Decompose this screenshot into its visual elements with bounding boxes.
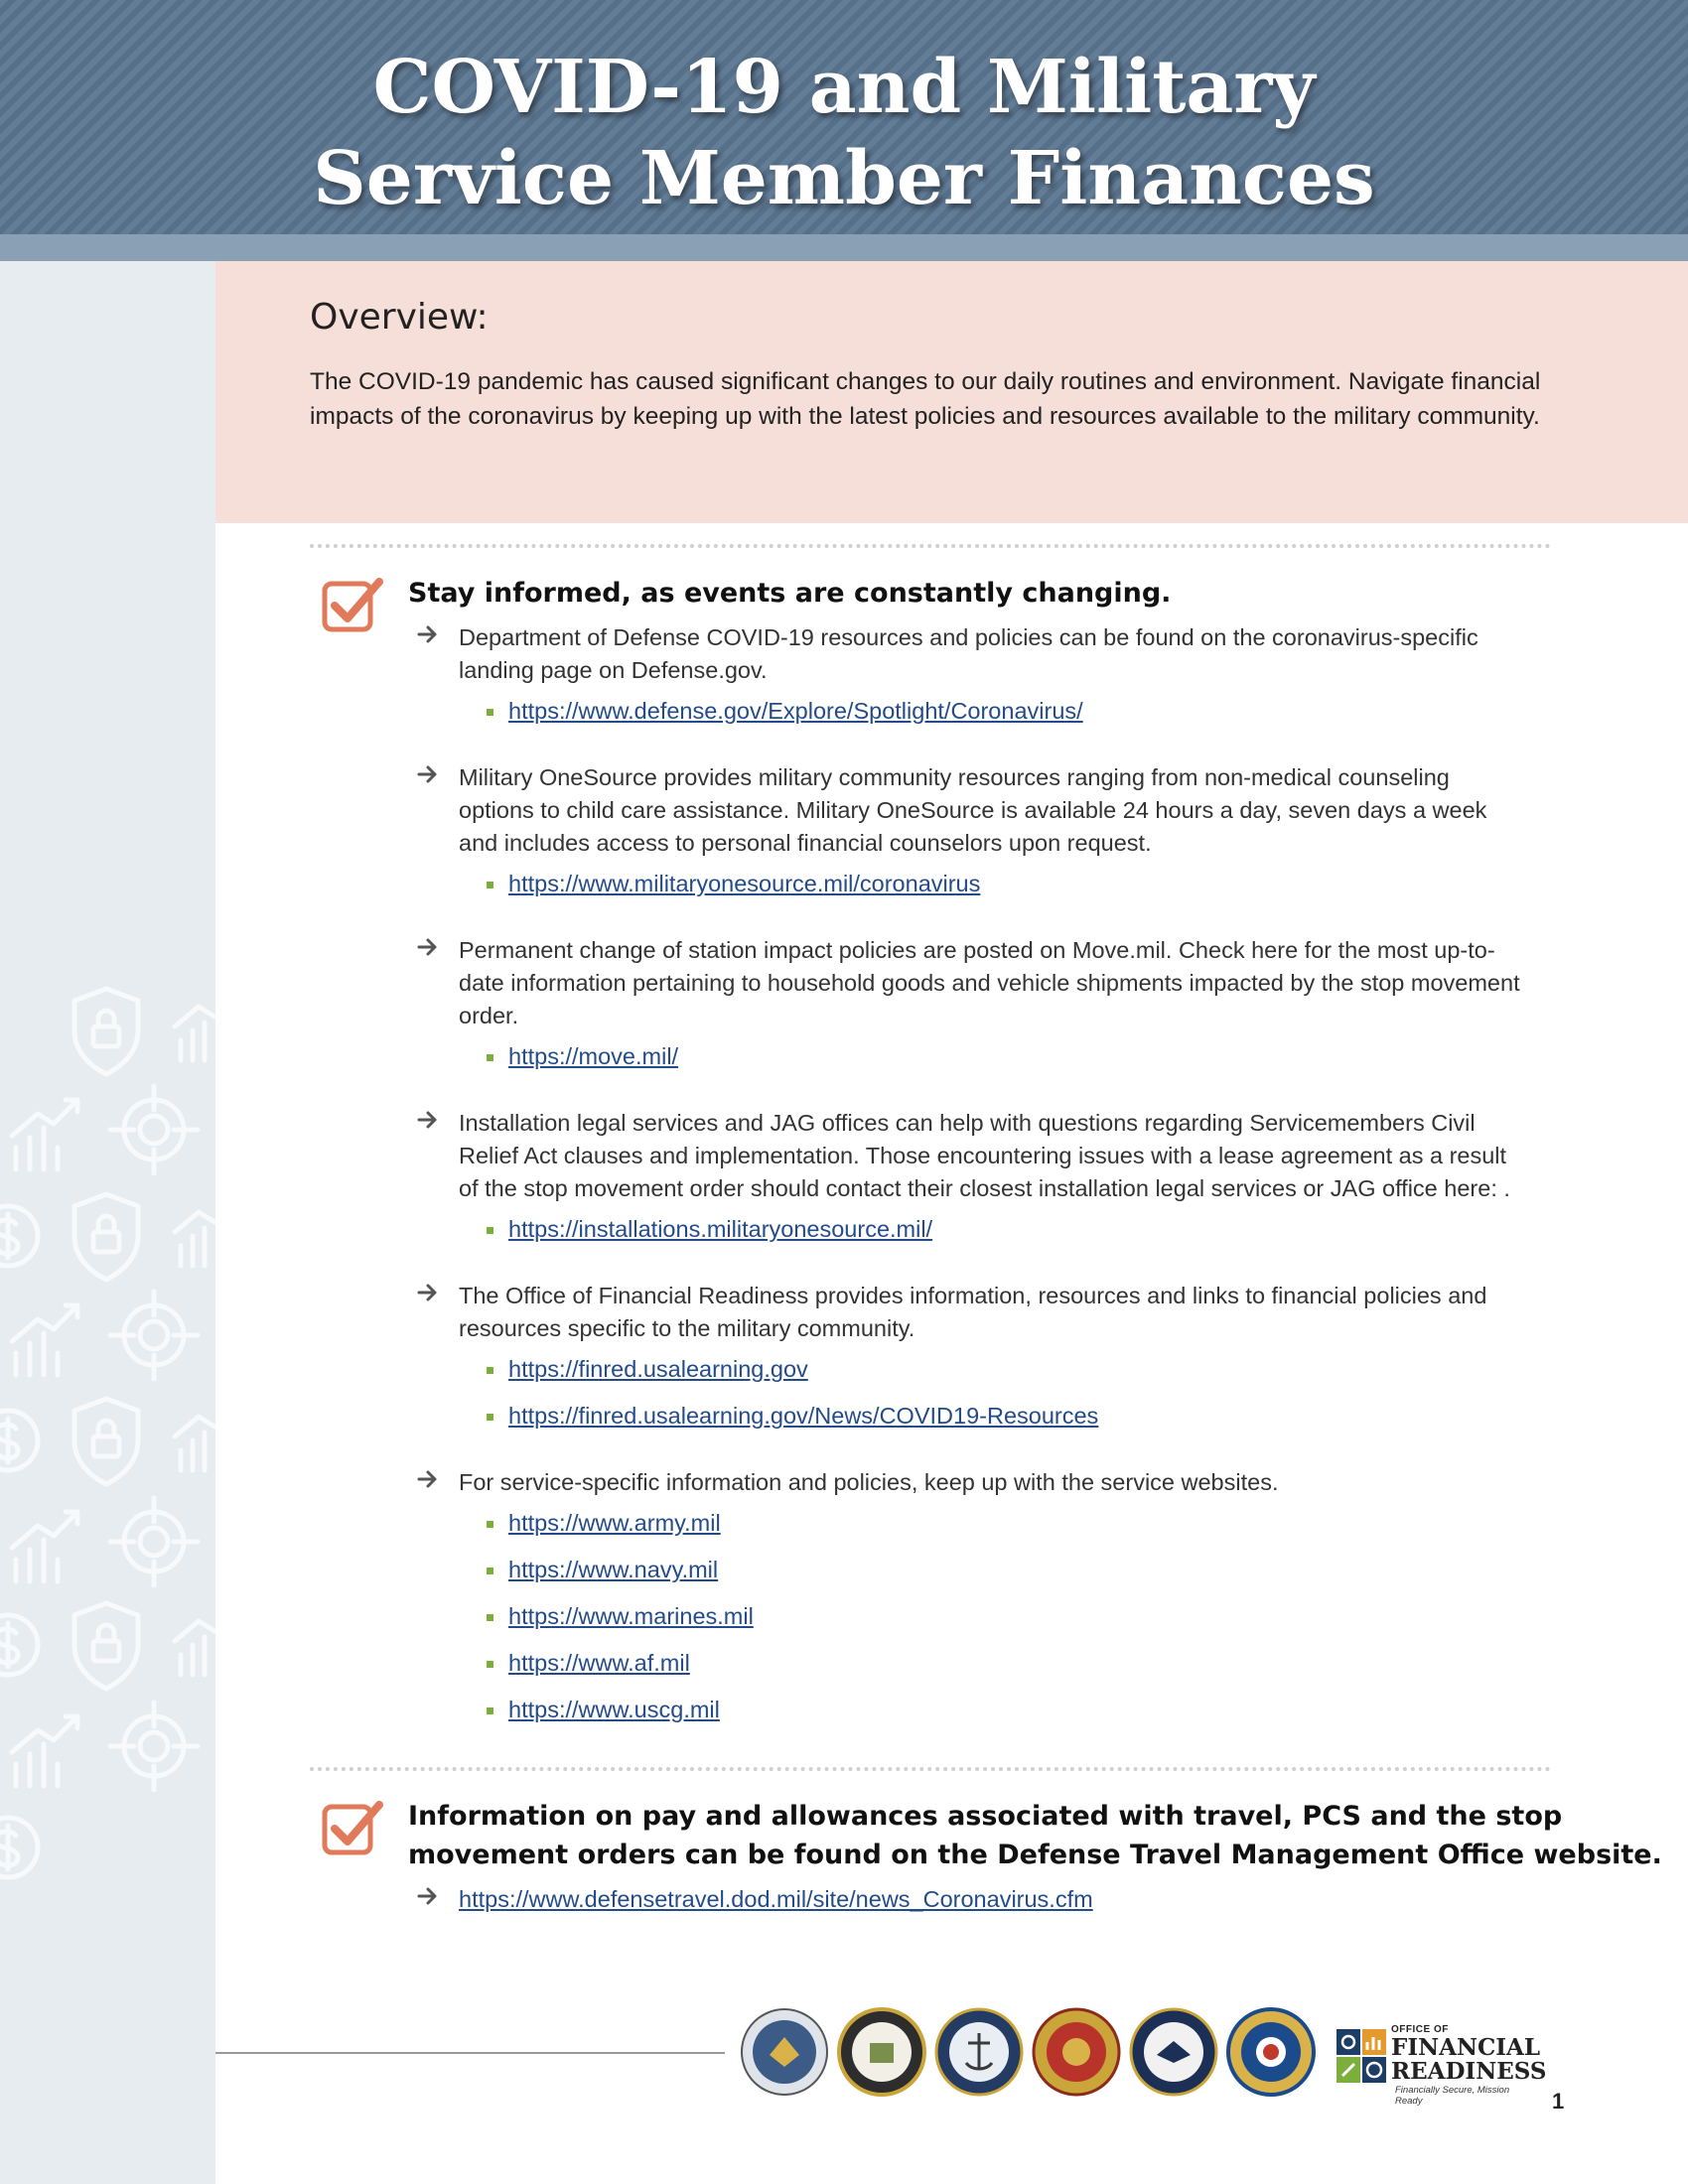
- move-mil-link[interactable]: https://move.mil/: [508, 1043, 679, 1069]
- page-title-line-2: Service Member Finances: [313, 136, 1375, 221]
- dotted-divider: [310, 1767, 1551, 1771]
- overview-heading: Overview:: [310, 297, 489, 338]
- link-row: [459, 1507, 1529, 1554]
- chart-icon: [12, 1305, 77, 1375]
- list-item: [417, 1883, 1093, 1916]
- installations-link[interactable]: https://installations.militaryonesource.mil/: [508, 1216, 933, 1242]
- checkbox-check-icon: [320, 576, 385, 641]
- page-number: 1: [1552, 2089, 1565, 2114]
- army-seal-icon: [837, 2007, 926, 2097]
- header-strip: [0, 234, 1688, 261]
- dollar-icon: [0, 1411, 38, 1470]
- navy-link[interactable]: https://www.navy.mil: [508, 1557, 719, 1582]
- bullet-square-icon: [487, 1414, 493, 1421]
- lock-shield-icon: [74, 989, 138, 1074]
- dod-seal-icon: [740, 2007, 829, 2097]
- bullet-square-icon: [487, 1661, 493, 1668]
- lock-shield-icon: [74, 1194, 138, 1280]
- target-icon: [110, 1292, 198, 1379]
- footer-rule: [215, 2052, 725, 2054]
- link-row: [459, 1694, 1529, 1740]
- arrow-right-icon: [417, 624, 439, 644]
- page-title: [0, 42, 1688, 224]
- chart-icon: [12, 1100, 77, 1169]
- list-item-text: Military OneSource provides military community resources ranging from non-medical counseling options to child care assistance. Military OneSource is available 24 hours a day, seven days a week and includes access to personal financial counselors upon request.: [459, 764, 1487, 856]
- page-header: [0, 0, 1688, 234]
- list-item: [417, 934, 1529, 1087]
- section-1-list: [417, 621, 1529, 1760]
- list-item: [417, 1466, 1529, 1740]
- link-row: [459, 1040, 1529, 1087]
- chart-icon: [175, 1212, 214, 1266]
- army-link[interactable]: https://www.army.mil: [508, 1510, 721, 1536]
- overview-box: [215, 261, 1688, 523]
- militaryonesource-link[interactable]: https://www.militaryonesource.mil/coronavirus: [508, 871, 981, 896]
- target-icon: [110, 1498, 198, 1585]
- marines-seal-icon: [1032, 2007, 1121, 2097]
- link-row: [459, 1400, 1529, 1446]
- link-row: [459, 695, 1529, 742]
- coast-guard-link[interactable]: https://www.uscg.mil: [508, 1697, 720, 1722]
- list-item: [417, 621, 1529, 742]
- link-row: [459, 1213, 1529, 1260]
- section-2-heading-line-1: Information on pay and allowances associated with travel, PCS and the stop: [408, 1801, 1563, 1832]
- link-row: [459, 1600, 1529, 1647]
- link-row: [459, 1353, 1529, 1400]
- bullet-square-icon: [487, 1367, 493, 1374]
- list-item-text: Installation legal services and JAG offices can help with questions regarding Servicemembers Civil Relief Act clauses and implementation. Those encountering issues with a lease agreement as a result of the stop movement order should contact their closest installation legal services or JAG office here: .: [459, 1110, 1510, 1201]
- bullet-square-icon: [487, 1614, 493, 1621]
- air-force-link[interactable]: https://www.af.mil: [508, 1650, 690, 1676]
- section-2-heading-line-2: movement orders can be found on the Defense Travel Management Office website.: [408, 1840, 1662, 1870]
- air-force-seal-icon: [1129, 2007, 1218, 2097]
- defensetravel-link[interactable]: https://www.defensetravel.dod.mil/site/news_Coronavirus.cfm: [459, 1886, 1093, 1912]
- bullet-square-icon: [487, 709, 493, 716]
- chart-icon: [175, 1007, 214, 1060]
- dollar-icon: [0, 1818, 38, 1877]
- ofr-tagline: Financially Secure, Mission Ready: [1395, 2085, 1510, 2107]
- list-item: [417, 761, 1529, 914]
- checkbox-check-icon: [320, 1799, 385, 1864]
- arrow-right-icon: [417, 1886, 439, 1906]
- link-row: [459, 868, 1529, 914]
- arrow-right-icon: [417, 1110, 439, 1130]
- list-item: [417, 1107, 1529, 1260]
- dollar-icon: [0, 1615, 38, 1675]
- arrow-right-icon: [417, 937, 439, 957]
- ofr-logo-icon: [1336, 2028, 1387, 2088]
- chart-icon: [175, 1621, 214, 1675]
- overview-body: The COVID-19 pandemic has caused significant changes to our daily routines and environment. Navigate financial impacts of the coronavirus by keeping up with the latest policies and resources available to the military community.: [310, 368, 1541, 430]
- bullet-square-icon: [487, 1227, 493, 1234]
- arrow-right-icon: [417, 764, 439, 784]
- arrow-right-icon: [417, 1283, 439, 1302]
- bullet-square-icon: [487, 1568, 493, 1574]
- sidebar-icon-pattern: [0, 261, 215, 2184]
- finred-covid-link[interactable]: https://finred.usalearning.gov/News/COVID19-Resources: [508, 1403, 1099, 1429]
- finred-link[interactable]: https://finred.usalearning.gov: [508, 1356, 808, 1382]
- navy-seal-icon: [934, 2007, 1024, 2097]
- ofr-financial: FINANCIAL: [1391, 2034, 1541, 2061]
- list-item: [417, 1280, 1529, 1446]
- list-item-text: The Office of Financial Readiness provides information, resources and links to financial policies and resources specific to the military community.: [459, 1283, 1487, 1341]
- lock-shield-icon: [74, 1399, 138, 1484]
- list-item-text: For service-specific information and policies, keep up with the service websites.: [459, 1469, 1279, 1495]
- coast-guard-seal-icon: [1226, 2007, 1316, 2097]
- bullet-square-icon: [487, 1707, 493, 1714]
- section-2-heading: [408, 1797, 1662, 1874]
- section-1-heading: Stay informed, as events are constantly changing.: [408, 578, 1172, 609]
- marines-link[interactable]: https://www.marines.mil: [508, 1603, 754, 1629]
- bullet-square-icon: [487, 1054, 493, 1061]
- list-item-text: Permanent change of station impact policies are posted on Move.mil. Check here for the most up-to-date information pertaining to household goods and vehicle shipments impacted by the stop movement order.: [459, 937, 1520, 1028]
- link-row: [459, 1554, 1529, 1600]
- ofr-readiness: READINESS: [1391, 2058, 1547, 2085]
- chart-icon: [12, 1716, 77, 1786]
- target-icon: [110, 1086, 198, 1173]
- bullet-square-icon: [487, 882, 493, 888]
- chart-icon: [12, 1512, 77, 1581]
- dollar-icon: [0, 1206, 38, 1266]
- arrow-right-icon: [417, 1469, 439, 1489]
- chart-icon: [175, 1417, 214, 1470]
- ofr-logo: [1336, 2024, 1547, 2107]
- dotted-divider: [310, 544, 1551, 548]
- left-sidebar-pattern: [0, 261, 215, 2184]
- ofr-office-of: OFFICE OF: [1391, 2024, 1449, 2035]
- list-item-text: Department of Defense COVID-19 resources and policies can be found on the coronavirus-specific landing page on Defense.gov.: [459, 624, 1478, 683]
- lock-shield-icon: [74, 1603, 138, 1689]
- bullet-square-icon: [487, 1521, 493, 1528]
- link-row: [459, 1647, 1529, 1694]
- target-icon: [110, 1703, 198, 1790]
- defense-gov-link[interactable]: https://www.defense.gov/Explore/Spotlight/Coronavirus/: [508, 698, 1083, 724]
- page-title-line-1: COVID-19 and Military: [372, 45, 1316, 130]
